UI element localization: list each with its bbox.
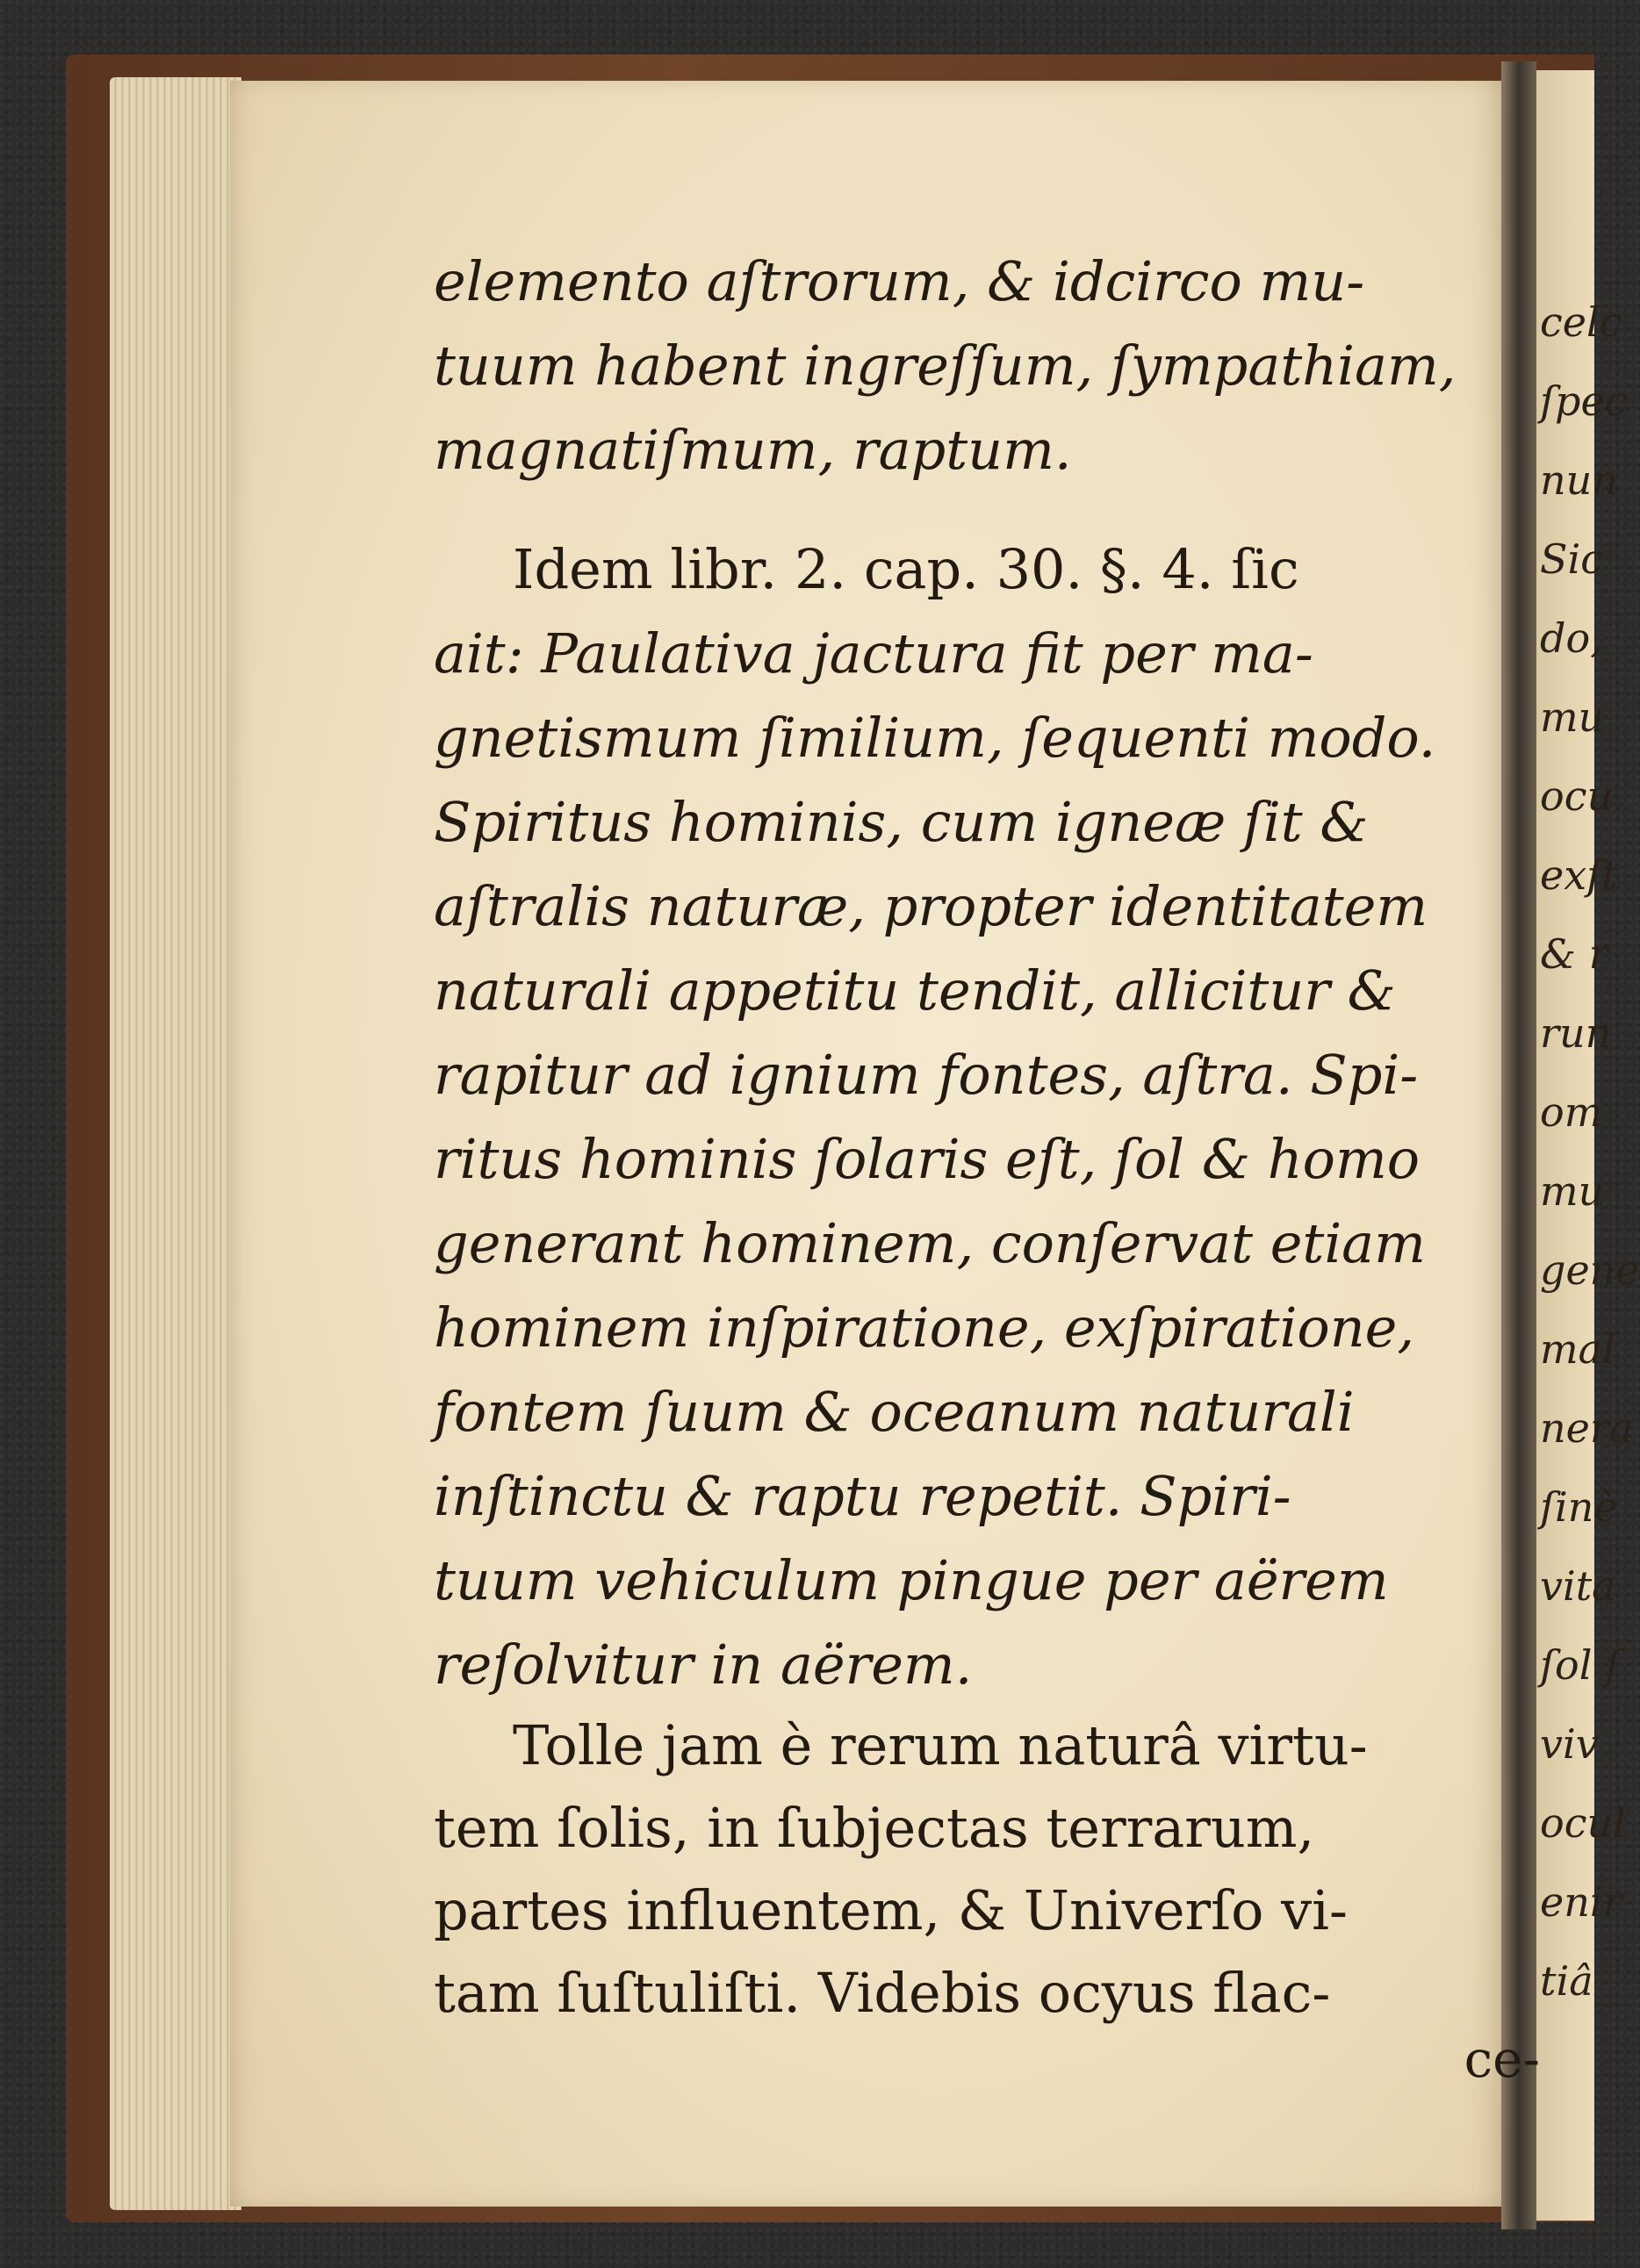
facing-page-fragment: & r xyxy=(1540,930,1608,978)
facing-page-fragment: ſinè xyxy=(1540,1483,1618,1531)
text-line: Spiritus hominis, cum igneæ ſit & xyxy=(434,790,1369,854)
facing-page-fragment: vita xyxy=(1540,1562,1616,1610)
text-line: inſtinctu & raptu repetit. Spiri- xyxy=(434,1464,1291,1528)
facing-page-fragment: ocu xyxy=(1540,772,1614,820)
facing-page-fragment: viv xyxy=(1540,1720,1599,1768)
facing-page-fragment: enir xyxy=(1540,1878,1622,1926)
facing-page-fragment: om xyxy=(1540,1088,1603,1136)
text-line: tem ſolis, in ſubjectas terrarum, xyxy=(434,1796,1315,1860)
facing-page-fragment: mal xyxy=(1540,1325,1615,1373)
facing-page-fragment: exſt xyxy=(1540,851,1618,899)
facing-page-fragment: ſol ſ xyxy=(1540,1641,1621,1689)
text-line: reſolvitur in aërem. xyxy=(434,1633,973,1697)
facing-page-fragment: celc xyxy=(1540,298,1622,346)
facing-page-fragment: nera xyxy=(1540,1404,1634,1452)
facing-page-fragment: mu xyxy=(1540,1167,1605,1215)
facing-page xyxy=(1536,70,1640,2221)
text-line: partes influentem, & Univerſo vi- xyxy=(434,1878,1348,1942)
text-line: naturali appetitu tendit, allicitur & xyxy=(434,958,1396,1023)
text-line: magnatiſmum, raptum. xyxy=(434,418,1072,482)
text-line: generant hominem, conſervat etiam xyxy=(434,1211,1426,1275)
facing-page-fragment: do, xyxy=(1540,614,1603,662)
facing-page-fragment: gene xyxy=(1540,1246,1640,1294)
text-line: ritus hominis ſolaris eſt, ſol & homo xyxy=(434,1127,1421,1191)
text-line: ait: Paulativa jactura fit per ma- xyxy=(434,621,1313,685)
text-line: tuum habent ingreſſum, ſympathiam, xyxy=(434,334,1457,398)
facing-page-fragment: tiâ xyxy=(1540,1957,1593,2005)
text-line: gnetismum ſimilium, ſequenti modo. xyxy=(434,706,1436,770)
text-line: Idem libr. 2. cap. 30. §. 4. ſic xyxy=(513,537,1299,601)
text-line: rapitur ad ignium fontes, aſtra. Spi- xyxy=(434,1043,1419,1107)
facing-page-fragment: Sic xyxy=(1540,535,1603,583)
facing-page-fragment: run xyxy=(1540,1009,1612,1057)
facing-page-fragment: ocul xyxy=(1540,1799,1626,1847)
text-line: tam ſuſtuliſti. Videbis ocyus flac- xyxy=(434,1961,1331,2025)
text-line: aſtralis naturæ, propter identitatem xyxy=(434,874,1428,938)
page-edges xyxy=(110,77,241,2210)
book-gutter xyxy=(1501,61,1536,2229)
facing-page-fragment: nun xyxy=(1540,456,1618,504)
catchword: ce- xyxy=(1464,2029,1540,2089)
text-line: tuum vehiculum pingue per aërem xyxy=(434,1548,1389,1612)
facing-page-fragment: mu xyxy=(1540,693,1605,741)
facing-page-fragment: ſpec xyxy=(1540,377,1628,425)
text-line: hominem inſpiratione, exſpiratione, xyxy=(434,1295,1415,1360)
text-line: fontem ſuum & oceanum naturali xyxy=(434,1380,1355,1444)
text-line: elemento aſtrorum, & idcirco mu- xyxy=(434,249,1365,313)
text-line: Tolle jam è rerum naturâ virtu- xyxy=(513,1713,1368,1777)
